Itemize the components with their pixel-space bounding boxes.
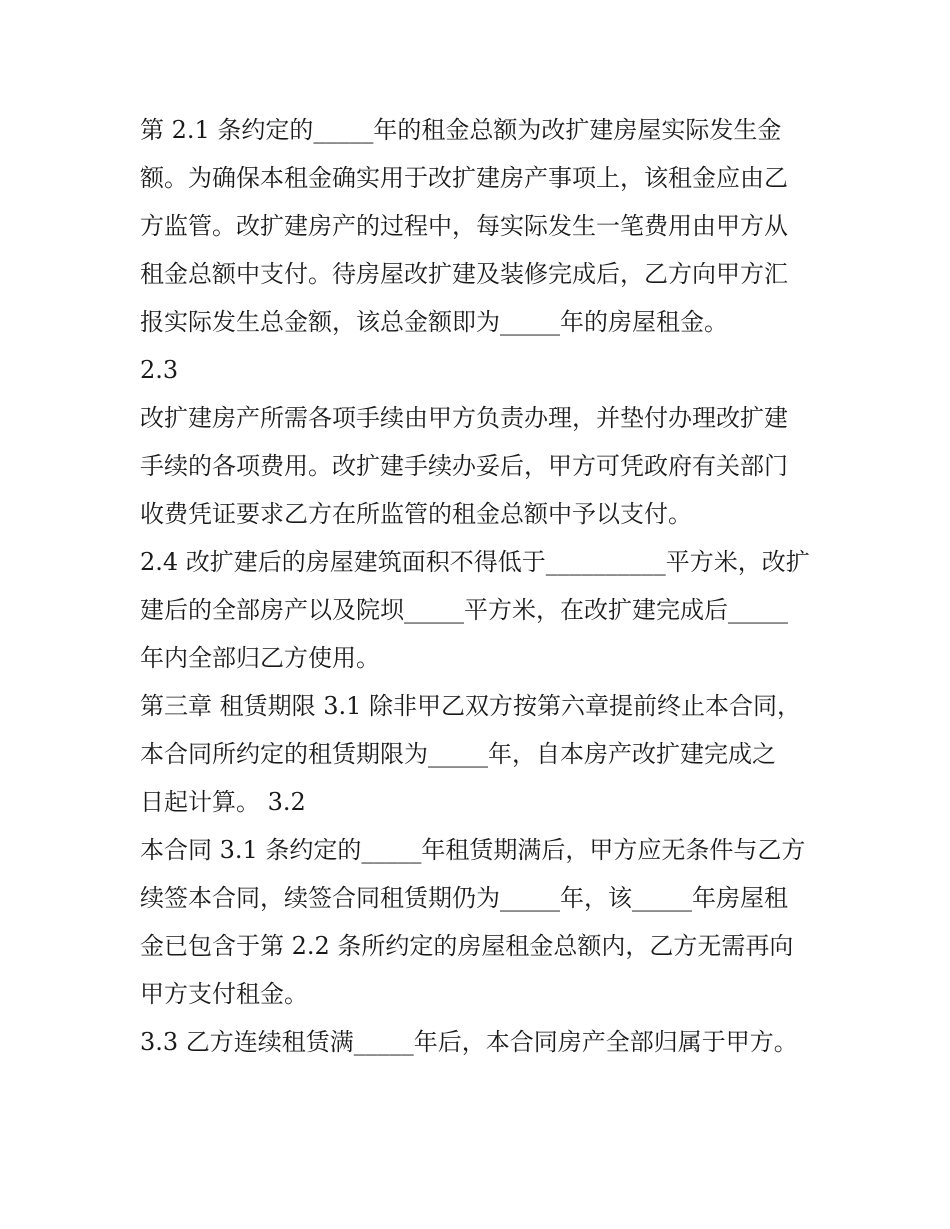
text-line: 收费凭证要求乙方在所监管的租金总额中予以支付。 [140,500,692,528]
paragraph-3-2-renewal [140,826,830,1018]
text-line: 年内全部归乙方使用。 [140,644,380,672]
paragraph-2-4-floor-area [140,538,830,682]
text-line: 手续的各项费用。改扩建手续办妥后，甲方可凭政府有关部门 [140,452,788,480]
paragraph-2-3-procedures [140,394,830,538]
text-line: 续签本合同，续签合同租赁期仍为_____年，该_____年房屋租 [140,884,788,912]
text-line: 本合同所约定的租赁期限为_____年，自本房产改扩建完成之 [140,740,776,768]
document-body [140,106,830,1066]
paragraph-2-1-rent-total [140,106,830,346]
text-line: 本合同 3.1 条约定的_____年租赁期满后，甲方应无条件与乙方 [140,836,806,864]
text-line: 额。为确保本租金确实用于改扩建房产事项上，该租金应由乙 [140,164,788,192]
text-line: 租金总额中支付。待房屋改扩建及装修完成后，乙方向甲方汇 [140,260,788,288]
text-line: 第三章 租赁期限 3.1 除非甲乙双方按第六章提前终止本合同， [140,692,802,720]
text-line: 建后的全部房产以及院坝_____平方米，在改扩建完成后_____ [140,596,788,624]
text-line: 日起计算。 3.2 [140,788,306,816]
text-line: 报实际发生总金额，该总金额即为_____年的房屋租金。 [140,308,728,336]
text-line: 3.3 乙方连续租赁满_____年后，本合同房产全部归属于甲方。 [140,1028,798,1056]
text-line: 甲方支付租金。 [140,980,308,1008]
text-line: 2.4 改扩建后的房屋建筑面积不得低于__________平方米，改扩 [140,548,810,576]
text-line: 改扩建房产所需各项手续由甲方负责办理，并垫付办理改扩建 [140,404,788,432]
text-line: 第 2.1 条约定的_____年的租金总额为改扩建房屋实际发生金 [140,116,782,144]
paragraph-chapter-3-lease-term [140,682,830,826]
text-line: 方监管。改扩建房产的过程中，每实际发生一笔费用由甲方从 [140,212,788,240]
clause-number-2-3 [140,346,830,394]
paragraph-3-3-ownership [140,1018,830,1066]
text-line: 金已包含于第 2.2 条所约定的房屋租金总额内，乙方无需再向 [140,932,794,960]
clause-number: 2.3 [140,356,179,384]
